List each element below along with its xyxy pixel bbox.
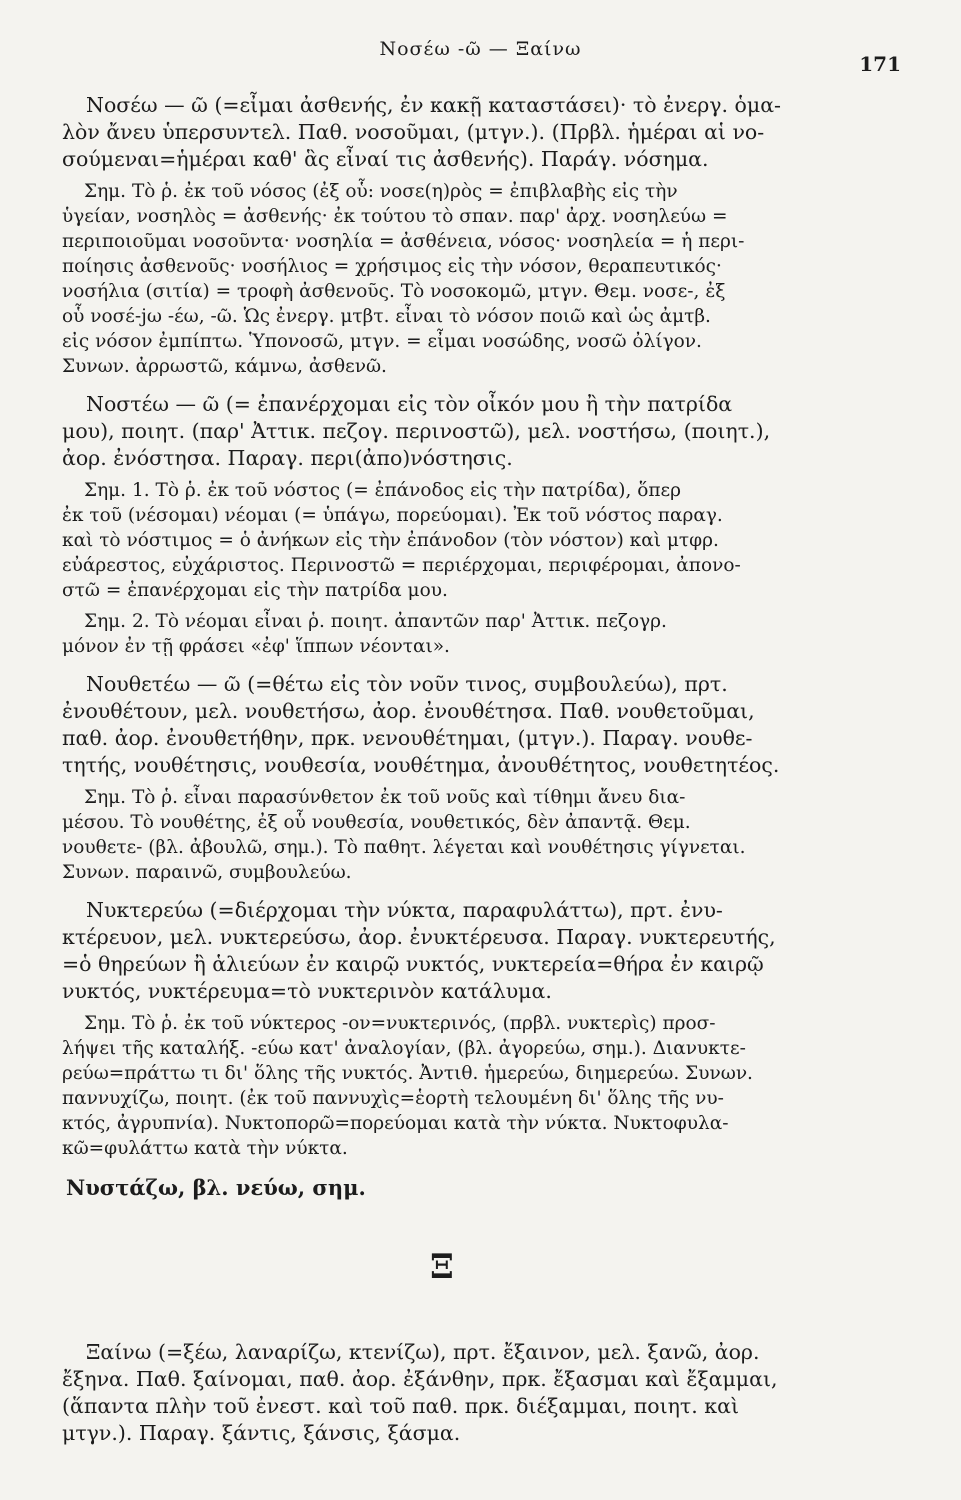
dictionary-entry (62, 671, 822, 885)
text-line: ἐνουθέτουν, μελ. νουθετήσω, ἀορ. ἐνουθέτησα. Παθ. νουθετοῦμαι, (62, 699, 755, 723)
text-line: Νοστέω — ῶ (= ἐπανέρχομαι εἰς τὸν οἶκόν μου ἢ τὴν πατρίδα (86, 392, 733, 416)
text-line: νυκτός, νυκτέρευμα=τὸ νυκτερινὸν κατάλυμα. (62, 979, 552, 1003)
text-line: Συνων. παραινῶ, συμβουλεύω. (62, 862, 352, 883)
text-line: κτός, ἀγρυπνία). Νυκτοπορῶ=πορεύομαι κατὰ τὴν νύκτα. Νυκτοφυλα- (62, 1113, 729, 1134)
text-line: στῶ = ἐπανέρχομαι εἰς τὴν πατρίδα μου. (62, 580, 448, 601)
entry-note (62, 609, 822, 659)
text-line: Συνων. ἀρρωστῶ, κάμνω, ἀσθενῶ. (62, 356, 387, 377)
text-line: ὑγείαν, νοσηλὸς = ἀσθενής· ἐκ τούτου τὸ σπαν. παρ' ἀρχ. νοσηλεύω = (62, 206, 728, 227)
page-number: 171 (859, 52, 901, 76)
text-line: Σημ. 1. Τὸ ῥ. ἐκ τοῦ νόστος (= ἐπάνοδος εἰς τὴν πατρίδα), ὅπερ (84, 480, 681, 501)
text-line: νοσήλια (σιτία) = τροφὴ ἀσθενοῦς. Τὸ νοσοκομῶ, μτγν. Θεμ. νοσε-, ἐξ (62, 281, 726, 302)
entries-list (62, 92, 822, 1161)
text-line: παθ. ἀορ. ἐνουθετήθην, πρκ. νενουθέτημαι, (μτγν.). Παραγ. νουθε- (62, 726, 753, 750)
text-line: εἰς νόσον ἐμπίπτω. Ὑπονοσῶ, μτγν. = εἶμαι νοσώδης, νοσῶ ὀλίγον. (62, 331, 702, 352)
text-line: Σημ. Τὸ ῥ. εἶναι παρασύνθετον ἐκ τοῦ νοῦς καὶ τίθημι ἄνευ δια- (84, 787, 686, 808)
text-line: περιποιοῦμαι νοσοῦντα· νοσηλία = ἀσθένεια, νόσος· νοσηλεία = ἡ περι- (62, 231, 745, 252)
entry-note (62, 785, 822, 885)
text-line: (ἅπαντα πλὴν τοῦ ἐνεστ. καὶ τοῦ παθ. πρκ. διέξαμμαι, ποιητ. καὶ (62, 1394, 739, 1418)
text-line: εὐάρεστος, εὐχάριστος. Περινοστῶ = περιέρχομαι, περιφέρομαι, ἀπονο- (62, 555, 741, 576)
text-line: Σημ. 2. Τὸ νέομαι εἶναι ῥ. ποιητ. ἀπαντῶν παρ' Ἀττικ. πεζογρ. (84, 611, 667, 632)
text-line: ρεύω=πράττω τι δι' ὅλης τῆς νυκτός. Ἀντιθ. ἡμερεύω, διημερεύω. Συνων. (62, 1063, 753, 1084)
running-head: Νοσέω -ῶ — Ξαίνω (379, 38, 582, 60)
text-line: κῶ=φυλάττω κατὰ τὴν νύκτα. (62, 1138, 348, 1159)
text-line: σούμεναι=ἡμέραι καθ' ἃς εἶναί τις ἀσθενής). Παράγ. νόσημα. (62, 147, 709, 171)
text-line: παννυχίζω, ποιητ. (ἐκ τοῦ παννυχὶς=ἑορτὴ τελουμένη δι' ὅλης τῆς νυ- (62, 1088, 724, 1109)
dictionary-entry (62, 391, 822, 659)
text-line: Νουθετέω — ῶ (=θέτω εἰς τὸν νοῦν τινος, συμβουλεύω), πρτ. (86, 672, 728, 696)
text-line: μου), ποιητ. (παρ' Ἀττικ. πεζογ. περινοστῶ), μελ. νοστήσω, (ποιητ.), (62, 419, 771, 443)
text-line: καὶ τὸ νόστιμος = ὁ ἀνήκων εἰς τὴν ἐπάνοδον (τὸν νόστον) καὶ μτφρ. (62, 530, 719, 551)
page-content (62, 92, 822, 1459)
text-line: ἀορ. ἐνόστησα. Παραγ. περι(ἀπο)νόστησις. (62, 446, 513, 470)
text-line: Νυκτερεύω (=διέρχομαι τὴν νύκτα, παραφυλάττω), πρτ. ἐνυ- (86, 898, 723, 922)
text-line: Ξαίνω (=ξέω, λαναρίζω, κτενίζω), πρτ. ἔξαινον, μελ. ξανῶ, ἀορ. (86, 1340, 760, 1364)
text-line: ἐκ τοῦ (νέσομαι) νέομαι (= ὑπάγω, πορεύομαι). Ἐκ τοῦ νόστος παραγ. (62, 505, 723, 526)
dictionary-entry (62, 897, 822, 1161)
text-line: κτέρευον, μελ. νυκτερεύσω, ἀορ. ἐνυκτέρευσα. Παραγ. νυκτερευτής, (62, 925, 776, 949)
text-line: λήψει τῆς καταλήξ. -εύω κατ' ἀναλογίαν, (βλ. ἀγορεύω, σημ.). Διανυκτε- (62, 1038, 746, 1059)
text-line: Σημ. Τὸ ῥ. ἐκ τοῦ νόσος (ἐξ οὗ: νοσε(η)ρὸς = ἐπιβλαβὴς εἰς τὴν (84, 181, 678, 202)
section-letter: Ξ (430, 1247, 454, 1287)
entry-note (62, 179, 822, 379)
text-line: Νοσέω — ῶ (=εἶμαι ἀσθενής, ἐν κακῇ καταστάσει)· τὸ ἐνεργ. ὁμα- (86, 93, 781, 117)
dictionary-entry (62, 92, 822, 379)
entry-note (62, 478, 822, 603)
text-line: τητής, νουθέτησις, νουθεσία, νουθέτημα, ἀνουθέτητος, νουθετητέος. (62, 753, 780, 777)
text-line: μέσου. Τὸ νουθέτης, ἐξ οὗ νουθεσία, νουθετικός, δὲν ἀπαντᾷ. Θεμ. (62, 812, 691, 833)
text-line: λὸν ἄνευ ὑπερσυντελ. Παθ. νοσοῦμαι, (μτγν.). (Πρβλ. ἡμέραι αἱ νο- (62, 120, 765, 144)
text-line: μόνον ἐν τῇ φράσει «ἐφ' ἵππων νέονται». (62, 636, 450, 657)
entry-note (62, 1011, 822, 1161)
text-line: νουθετε- (βλ. ἀβουλῶ, σημ.). Τὸ παθητ. λέγεται καὶ νουθέτησις γίγνεται. (62, 837, 746, 858)
text-line: =ὁ θηρεύων ἢ ἁλιεύων ἐν καιρῷ νυκτός, νυκτερεία=θήρα ἐν καιρῷ (62, 952, 764, 976)
short-entry: Νυστάζω, βλ. νεύω, σημ. (66, 1175, 366, 1200)
text-line: Σημ. Τὸ ῥ. ἐκ τοῦ νύκτερος -ον=νυκτερινός, (πρβλ. νυκτερὶς) προσ- (84, 1013, 716, 1034)
text-line: μτγν.). Παραγ. ξάντις, ξάνσις, ξάσμα. (62, 1421, 461, 1445)
final-entry (62, 1339, 822, 1447)
text-line: οὗ νοσέ-jω -έω, -ῶ. Ὡς ἐνεργ. μτβτ. εἶναι τὸ νόσον ποιῶ καὶ ὡς ἀμτβ. (62, 306, 711, 327)
text-line: ἔξηνα. Παθ. ξαίνομαι, παθ. ἀορ. ἐξάνθην, πρκ. ἔξασμαι καὶ ἔξαμμαι, (62, 1367, 778, 1391)
text-line: ποίησις ἀσθενοῦς· νοσήλιος = χρήσιμος εἰς τὴν νόσον, θεραπευτικός· (62, 256, 722, 277)
